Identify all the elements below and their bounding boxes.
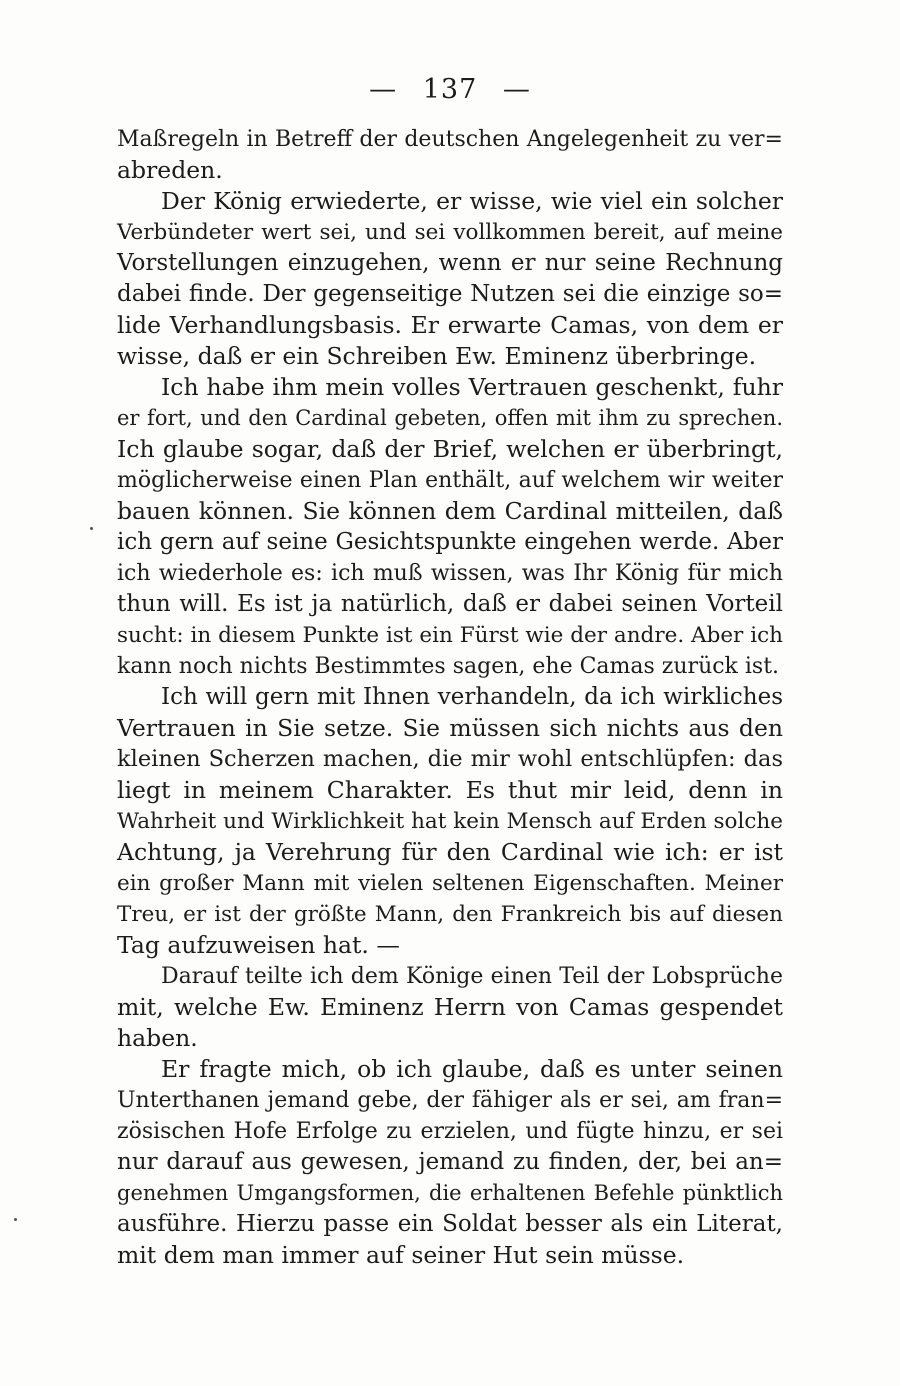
text-line: ein großer Mann mit vielen seltenen Eigenschaften. Meiner — [117, 871, 783, 896]
text-line: Verbündeter wert sei, und sei vollkommen bereit, auf meine — [117, 220, 783, 245]
text-line: Ich glaube sogar, daß der Brief, welchen er überbringt, — [117, 435, 783, 463]
text-line: zösischen Hofe Erfolge zu erzielen, und fügte hinzu, er sei — [117, 1119, 783, 1144]
paper-speck — [90, 527, 93, 530]
text-line: Ich will gern mit Ihnen verhandeln, da ich wirkliches — [161, 684, 783, 710]
body-text — [117, 124, 783, 1271]
text-line: ausführe. Hierzu passe ein Soldat besser als ein Literat, — [117, 1211, 783, 1237]
text-line: Er fragte mich, ob ich glaube, daß es unter seinen — [161, 1055, 783, 1083]
text-line: liegt in meinem Charakter. Es thut mir leid, denn in — [117, 776, 783, 804]
text-line: dabei finde. Der gegenseitige Nutzen sei die einzige so= — [117, 281, 783, 307]
text-line: Wahrheit und Wirklichkeit hat kein Mensch auf Erden solche — [117, 809, 783, 834]
text-line: bauen können. Sie können dem Cardinal mitteilen, daß — [117, 497, 783, 525]
text-line: er fort, und den Cardinal gebeten, offen mit ihm zu sprechen. — [117, 406, 783, 430]
text-line: lide Verhandlungsbasis. Er erwarte Camas, von dem er — [117, 311, 783, 339]
text-line: ich wiederhole es: ich muß wissen, was Ihr König für mich — [117, 561, 783, 586]
text-line: kann noch nichts Bestimmtes sagen, ehe Camas zurück ist. — [117, 654, 780, 679]
text-line: Vorstellungen einzugehen, wenn er nur seine Rechnung — [117, 250, 783, 276]
text-line: Unterthanen jemand gebe, der fähiger als er sei, am fran= — [117, 1088, 783, 1113]
text-line: thun will. Es ist ja natürlich, daß er dabei seinen Vorteil — [117, 591, 783, 617]
text-line: kleinen Scherzen machen, die mir wohl entschlüpfen: das — [117, 746, 783, 772]
paper-speck — [14, 1218, 17, 1221]
text-line: wisse, daß er ein Schreiben Ew. Eminenz überbringe. — [117, 342, 757, 370]
text-line: nur darauf aus gewesen, jemand zu finden, der, bei an= — [117, 1149, 783, 1175]
text-line: ich gern auf seine Gesichtspunkte eingehen werde. Aber — [117, 529, 783, 555]
text-line: abreden. — [117, 156, 223, 184]
text-line: möglicherweise einen Plan enthält, auf welchem wir weiter — [117, 468, 783, 493]
text-line: Darauf teilte ich dem Könige einen Teil der Lobsprüche — [161, 964, 783, 989]
text-line: Maßregeln in Betreff der deutschen Angelegenheit zu ver= — [117, 127, 783, 152]
page-number: — 137 — — [369, 74, 531, 105]
text-line: sucht: in diesem Punkte ist ein Fürst wie der andre. Aber ich — [117, 623, 783, 648]
text-line: Der König erwiederte, er wisse, wie viel ein solcher — [161, 187, 783, 215]
text-line: Treu, er ist der größte Mann, den Frankreich bis auf diesen — [117, 902, 783, 927]
text-line: mit dem man immer auf seiner Hut sein müsse. — [117, 1241, 685, 1269]
text-line: mit, welche Ew. Eminenz Herrn von Camas gespendet — [117, 993, 783, 1021]
text-line: Tag aufzuweisen hat. — — [117, 931, 400, 959]
text-line: Vertrauen in Sie setze. Sie müssen sich nichts aus den — [117, 714, 783, 742]
text-line: genehmen Umgangsformen, die erhaltenen Befehle pünktlich — [117, 1181, 783, 1205]
text-line: haben. — [117, 1024, 198, 1052]
text-line: Ich habe ihm mein volles Vertrauen geschenkt, fuhr — [161, 373, 783, 401]
text-line: Achtung, ja Verehrung für den Cardinal wie ich: er ist — [117, 838, 783, 866]
